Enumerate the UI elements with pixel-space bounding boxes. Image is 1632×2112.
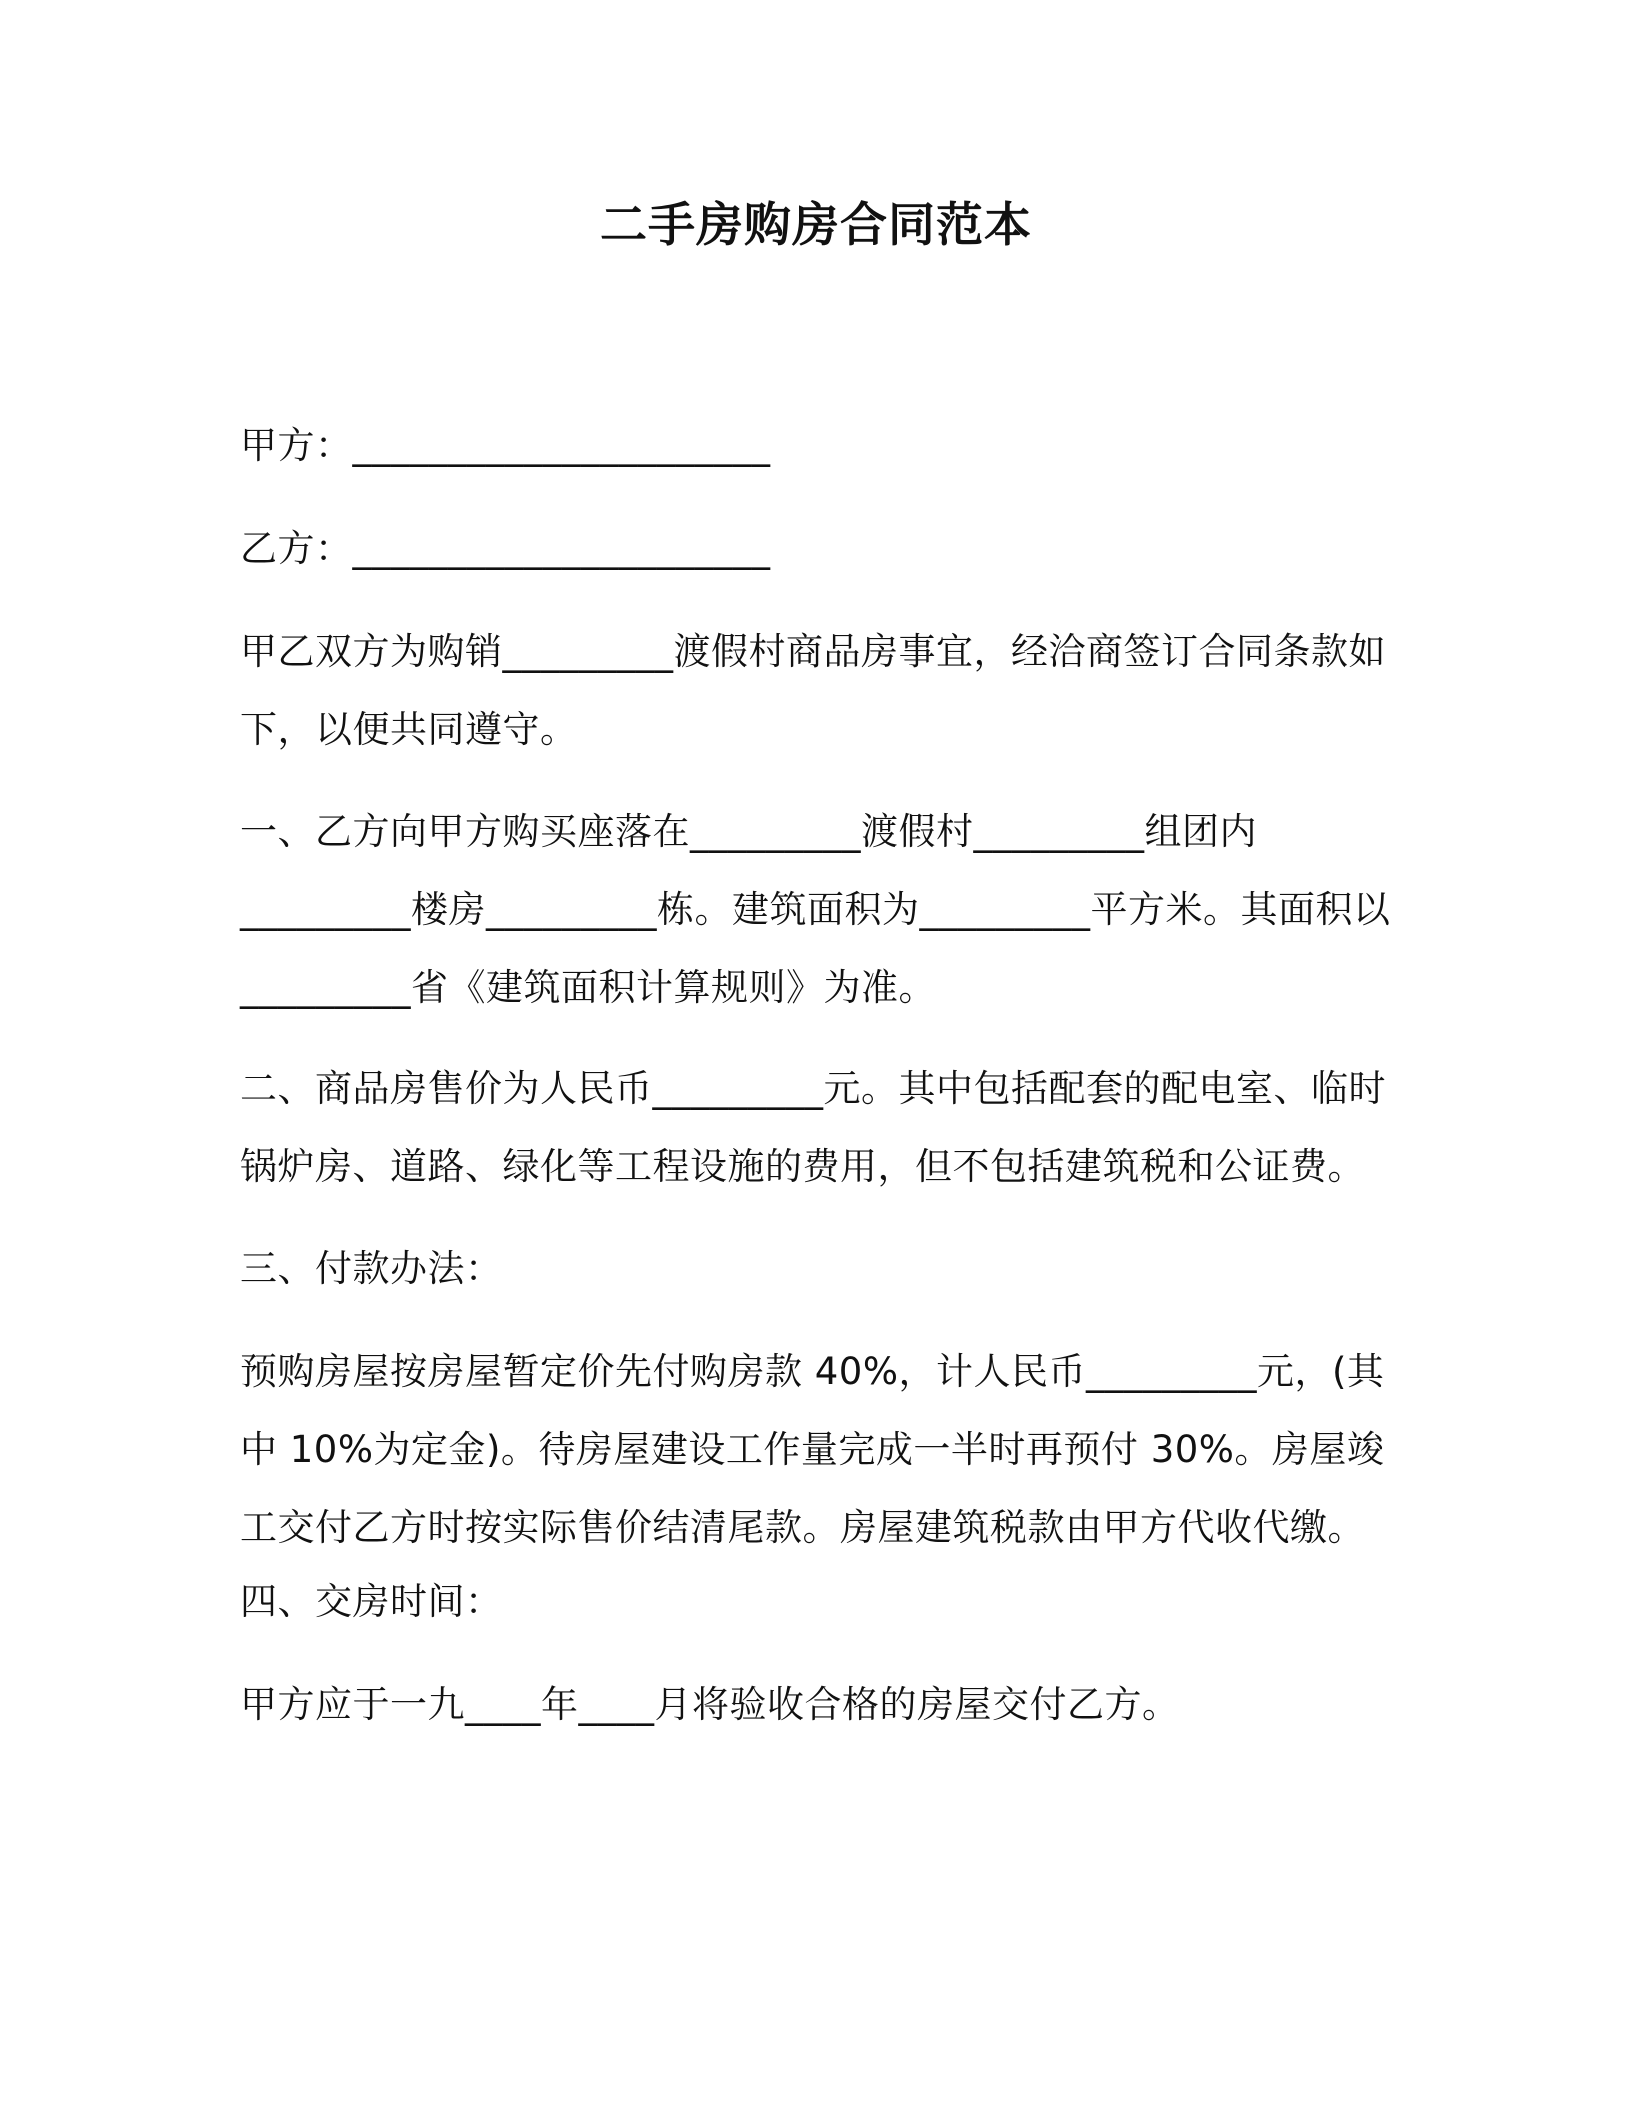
intro-paragraph	[240, 613, 1410, 769]
clause-2-paragraph	[240, 1050, 1410, 1206]
clause-3-heading: 三、付款办法：	[240, 1247, 503, 1290]
clause-1-line: _________楼房_________栋。建筑面积为_________平方米。其面积以	[240, 888, 1391, 931]
clause-4-paragraph: 甲方应于一九____年____月将验收合格的房屋交付乙方。	[240, 1683, 1180, 1726]
clause-3-line: 工交付乙方时按实际售价结清尾款。房屋建筑税款由甲方代收代缴。	[240, 1506, 1365, 1549]
party-b-line: 乙方：______________________	[240, 527, 771, 570]
clause-2-line: 锅炉房、道路、绿化等工程设施的费用，但不包括建筑税和公证费。	[240, 1145, 1365, 1188]
document-title: 二手房购房合同范本	[600, 198, 1032, 253]
clause-3-line: 预购房屋按房屋暂定价先付购房款 40%，计人民币_________元，(其	[240, 1350, 1385, 1393]
clause-2-line: 二、商品房售价为人民币_________元。其中包括配套的配电室、临时	[240, 1067, 1386, 1110]
clause-1-line: 一、乙方向甲方购买座落在_________渡假村_________组团内	[240, 810, 1257, 853]
clause-1-paragraph	[240, 793, 1410, 1027]
clause-3-line: 中 10%为定金)。待房屋建设工作量完成一半时再预付 30%。房屋竣	[240, 1428, 1385, 1471]
clause-4-heading: 四、交房时间：	[240, 1580, 503, 1623]
intro-line: 甲乙双方为购销_________渡假村商品房事宜，经洽商签订合同条款如	[240, 630, 1386, 673]
intro-line: 下，以便共同遵守。	[240, 708, 578, 751]
clause-3-paragraph	[240, 1333, 1410, 1567]
clause-1-line: _________省《建筑面积计算规则》为准。	[240, 966, 936, 1009]
party-a-line: 甲方：______________________	[240, 424, 771, 467]
